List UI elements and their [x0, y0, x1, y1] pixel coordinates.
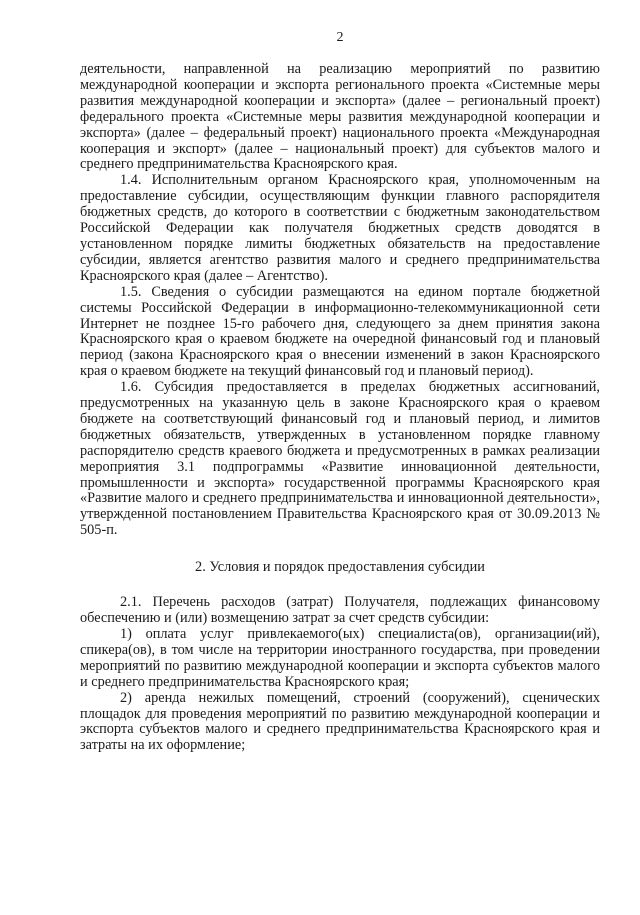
list-item-1: 1) оплата услуг привлекаемого(ых) специалиста(ов), организации(ий), спикера(ов), в том числе на территории иностранного государства, при проведении мероприятий по развитию международной кооперации и экспорта субъектов малого и среднего предпринимательства Красноярского края;	[80, 626, 600, 690]
paragraph-continuation: деятельности, направленной на реализацию мероприятий по развитию международной кооперации и экспорта регионального проекта «Системные меры развития международной кооперации и экспорта» (далее – региональный проект) федерального проекта «Системные меры развития международной кооперации и экспорта» (далее – федеральный проект) национального проекта «Международная кооперация и экспорт» (далее – национальный проект) для субъектов малого и среднего предпринимательства Красноярского края.	[80, 61, 600, 173]
paragraph-1-5: 1.5. Сведения о субсидии размещаются на едином портале бюджетной системы Российской Федерации в информационно-телекоммуникационной сети Интернет не позднее 15-го рабочего дня, следующего за днем принятия закона Красноярского края о краевом бюджете на очередной финансовый год и плановый период (закона Красноярского края о внесении изменений в закон Красноярского края о краевом бюджете на текущий финансовый год и плановый период).	[80, 283, 600, 380]
paragraph-1-4: 1.4. Исполнительным органом Красноярского края, уполномоченным на предоставление субсидии, осуществляющим функции главного распорядителя бюджетных средств, до которого в соответствии с бюджетным законодательством Российской Федерации как получателя бюджетных средств доводятся в установленном порядке лимиты бюджетных обязательств на предоставление субсидии, является агентство развития малого и среднего предпринимательства Красноярского края (далее – Агентство).	[80, 172, 600, 284]
paragraph-2-1: 2.1. Перечень расходов (затрат) Получателя, подлежащих финансовому обеспечению и (или) возмещению затрат за счет средств субсидии:	[80, 594, 600, 627]
page-number: 2	[336, 30, 344, 45]
section-title: 2. Условия и порядок предоставления субсидии	[195, 559, 485, 576]
paragraph-1-6: 1.6. Субсидия предоставляется в пределах бюджетных ассигнований, предусмотренных на указанную цель в законе Красноярского края о краевом бюджете на соответствующий финансовый год и плановый период, и лимитов бюджетных обязательств, утвержденных в установленном порядке главному распорядителю средств краевого бюджета и предусмотренных в рамках реализации мероприятия 3.1 подпрограммы «Развитие инновационной деятельности, промышленности и экспорта» государственной программы Красноярского края «Развитие малого и среднего предпринимательства и инновационной деятельности», утвержденной постановлением Правительства Красноярского края от 30.09.2013 № 505-п.	[80, 379, 600, 539]
list-item-2: 2) аренда нежилых помещений, строений (сооружений), сценических площадок для проведения мероприятий по развитию международной кооперации и экспорта субъектов малого и среднего предпринимательства Красноярского края и затраты на их оформление;	[80, 689, 600, 754]
